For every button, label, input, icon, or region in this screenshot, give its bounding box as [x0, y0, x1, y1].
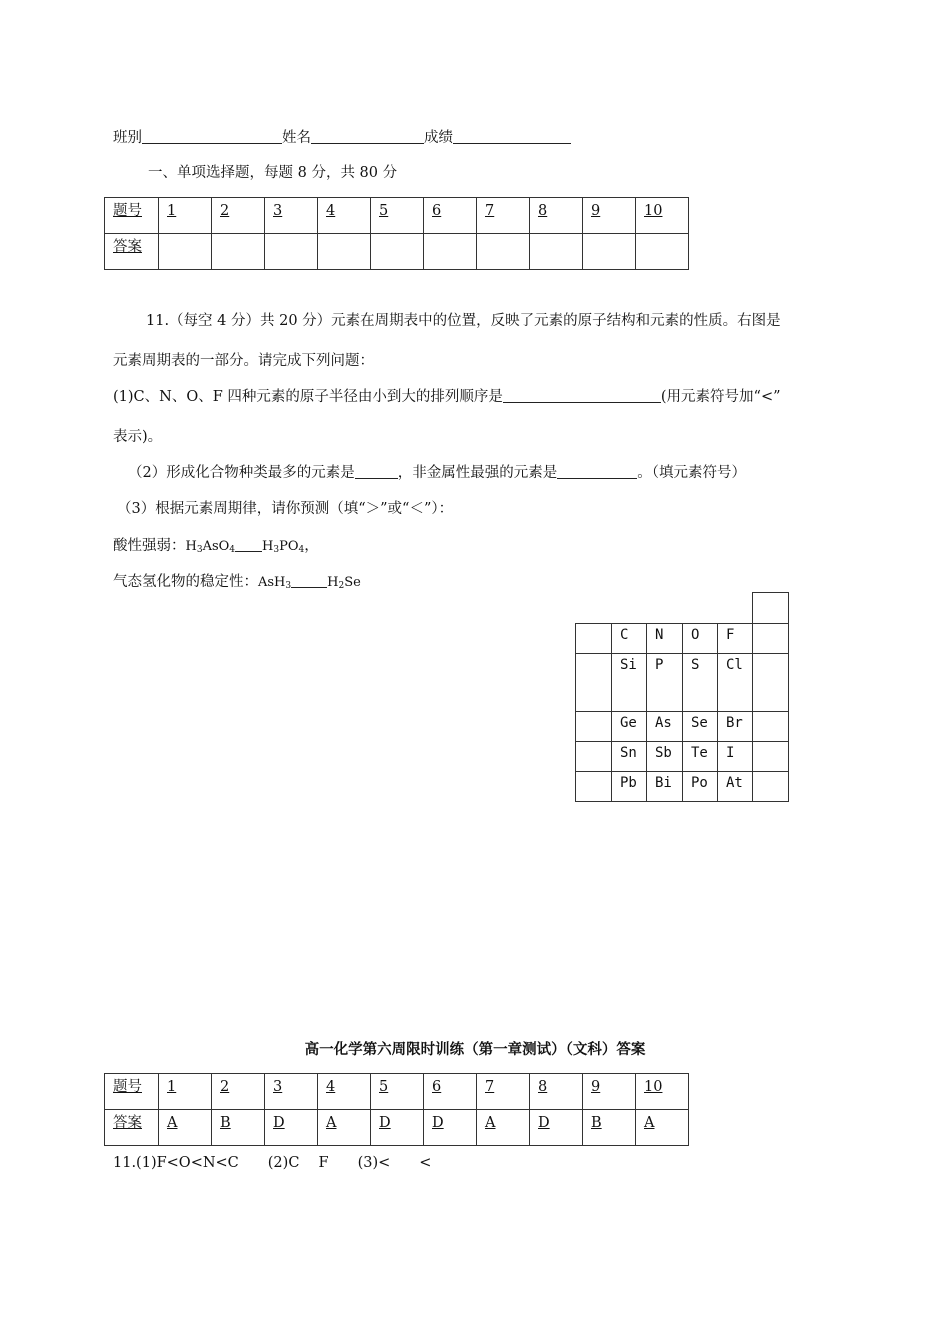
q11-intro-line1: 11.（每空 4 分）共 20 分）元素在周期表中的位置，反映了元素的原子结构和元素的性质。右图是 — [146, 313, 781, 329]
section1-heading: 一、单项选择题，每题 8 分，共 80 分 — [148, 165, 398, 181]
periodic-cell: Cl — [717, 653, 753, 712]
periodic-cell-empty — [575, 653, 612, 712]
key-answer-cell: A — [318, 1110, 371, 1146]
key-answer-cell: D — [265, 1110, 318, 1146]
q11-part1-text: (1)C、N、O、F 四种元素的原子半径由小到大的排列顺序是 — [113, 389, 503, 405]
periodic-cell: Ge — [611, 711, 647, 742]
key-number-cell: 9 — [583, 1074, 636, 1110]
answer-input-cell[interactable] — [318, 234, 371, 270]
student-info-line — [113, 128, 571, 148]
periodic-cell-empty — [575, 741, 612, 772]
table-row — [105, 1074, 689, 1110]
gas-formula-left: AsH$_3$ — [258, 575, 292, 591]
q11-part2-mid: ，非金属性最强的元素是 — [397, 465, 558, 481]
periodic-cell: Br — [717, 711, 753, 742]
key-answer-cell: A — [477, 1110, 530, 1146]
answer-input-cell[interactable] — [212, 234, 265, 270]
grid-number-cell: 3 — [265, 198, 318, 234]
grid-number-cell: 5 — [371, 198, 424, 234]
class-blank[interactable] — [142, 128, 282, 144]
answer-input-cell[interactable] — [159, 234, 212, 270]
periodic-cell: C — [611, 623, 647, 654]
score-label: 成绩 — [424, 130, 453, 146]
key-answer-cell: D — [371, 1110, 424, 1146]
q11-part1-suffix: (用元素符号加“<” — [660, 389, 781, 405]
periodic-cell: At — [717, 771, 753, 802]
periodic-cell: P — [646, 653, 683, 712]
grid-number-cell: 8 — [530, 198, 583, 234]
answer-key-grid — [104, 1073, 689, 1146]
periodic-cell-empty — [575, 711, 612, 742]
q11-part3: （3）根据元素周期律，请你预测（填“＞”或“＜”）： — [117, 501, 454, 517]
grid-number-cell: 10 — [636, 198, 689, 234]
grid-header-number: 题号 — [105, 198, 159, 234]
key-number-cell: 7 — [477, 1074, 530, 1110]
periodic-cell: Sn — [611, 741, 647, 772]
answer-input-cell[interactable] — [583, 234, 636, 270]
key-number-cell: 10 — [636, 1074, 689, 1110]
periodic-cell-empty — [752, 592, 789, 624]
q11-part1-end: 表示)。 — [113, 429, 163, 445]
table-row — [105, 1110, 689, 1146]
periodic-cell-empty — [752, 771, 789, 802]
grid-number-cell: 6 — [424, 198, 477, 234]
periodic-cell: Pb — [611, 771, 647, 802]
answer-input-cell[interactable] — [530, 234, 583, 270]
key-answer-cell: D — [424, 1110, 477, 1146]
periodic-table-fragment — [575, 592, 789, 802]
periodic-cell: Po — [682, 771, 718, 802]
q11-part1-blank[interactable] — [503, 387, 661, 403]
key-number-cell: 8 — [530, 1074, 583, 1110]
gas-label: 气态氢化物的稳定性： — [113, 574, 258, 590]
name-blank[interactable] — [311, 128, 424, 144]
periodic-cell: Se — [682, 711, 718, 742]
periodic-cell: S — [682, 653, 718, 712]
answer-key-title: 高一化学第六周限时训练（第一章测试）（文科）答案 — [304, 1042, 646, 1058]
key-number-cell: 5 — [371, 1074, 424, 1110]
periodic-cell-empty — [575, 771, 612, 802]
answer-input-cell[interactable] — [371, 234, 424, 270]
key-answer-cell: B — [583, 1110, 636, 1146]
name-label: 姓名 — [282, 130, 311, 146]
periodic-cell: As — [646, 711, 683, 742]
key-number-cell: 1 — [159, 1074, 212, 1110]
answer-input-cell[interactable] — [424, 234, 477, 270]
periodic-cell-empty — [752, 623, 789, 654]
acid-label: 酸性强弱： — [113, 538, 186, 554]
key-answer-cell: D — [530, 1110, 583, 1146]
answer-grid — [104, 197, 689, 270]
periodic-cell: O — [682, 623, 718, 654]
periodic-cell-empty — [752, 653, 789, 712]
key-number-cell: 6 — [424, 1074, 477, 1110]
periodic-cell: I — [717, 741, 753, 772]
acid-end-punct: ， — [304, 538, 319, 554]
q11-intro-line2: 元素周期表的一部分。请完成下列问题： — [113, 353, 374, 369]
table-row — [105, 234, 689, 270]
key-header-number: 题号 — [105, 1074, 159, 1110]
table-row — [105, 198, 689, 234]
class-label: 班别 — [113, 130, 142, 146]
key-answer-cell: B — [212, 1110, 265, 1146]
q11-part2-text: （2）形成化合物种类最多的元素是 — [128, 465, 355, 481]
grid-number-cell: 2 — [212, 198, 265, 234]
periodic-cell: Sb — [646, 741, 683, 772]
periodic-cell: Si — [611, 653, 647, 712]
q11-part2-blank1[interactable] — [355, 463, 398, 479]
acid-formula-left: $H_3AsO_4$ — [185, 539, 236, 555]
acid-formula-right: $H_3PO_4$ — [262, 539, 305, 555]
q11-gas-line — [113, 572, 361, 596]
acid-blank[interactable] — [235, 536, 262, 552]
answer-input-cell[interactable] — [265, 234, 318, 270]
q11-part2-suffix: 。（填元素符号） — [637, 465, 746, 481]
periodic-cell: Bi — [646, 771, 683, 802]
answer-input-cell[interactable] — [477, 234, 530, 270]
q11-acid-line — [113, 536, 319, 560]
answer-input-cell[interactable] — [636, 234, 689, 270]
grid-header-answer: 答案 — [105, 234, 159, 270]
q11-part2-blank2[interactable] — [557, 463, 637, 479]
q11-part1 — [113, 387, 781, 407]
grid-number-cell: 1 — [159, 198, 212, 234]
grid-number-cell: 4 — [318, 198, 371, 234]
grid-number-cell: 7 — [477, 198, 530, 234]
gas-blank[interactable] — [291, 572, 327, 588]
key-answer-cell: A — [636, 1110, 689, 1146]
key-number-cell: 2 — [212, 1074, 265, 1110]
periodic-cell-empty — [752, 711, 789, 742]
key-answer-cell: A — [159, 1110, 212, 1146]
periodic-cell-empty — [575, 623, 612, 654]
periodic-cell-empty — [752, 741, 789, 772]
periodic-cell: F — [717, 623, 753, 654]
gas-formula-right: $H_2Se$ — [327, 575, 361, 591]
q11-part2 — [128, 463, 746, 483]
q11-answer: 11.(1)F<O<N<C (2)C F (3)< < — [113, 1155, 432, 1171]
grid-number-cell: 9 — [583, 198, 636, 234]
key-number-cell: 4 — [318, 1074, 371, 1110]
score-blank[interactable] — [453, 128, 571, 144]
periodic-cell: Te — [682, 741, 718, 772]
key-header-answer: 答案 — [105, 1110, 159, 1146]
periodic-cell: N — [646, 623, 683, 654]
key-number-cell: 3 — [265, 1074, 318, 1110]
